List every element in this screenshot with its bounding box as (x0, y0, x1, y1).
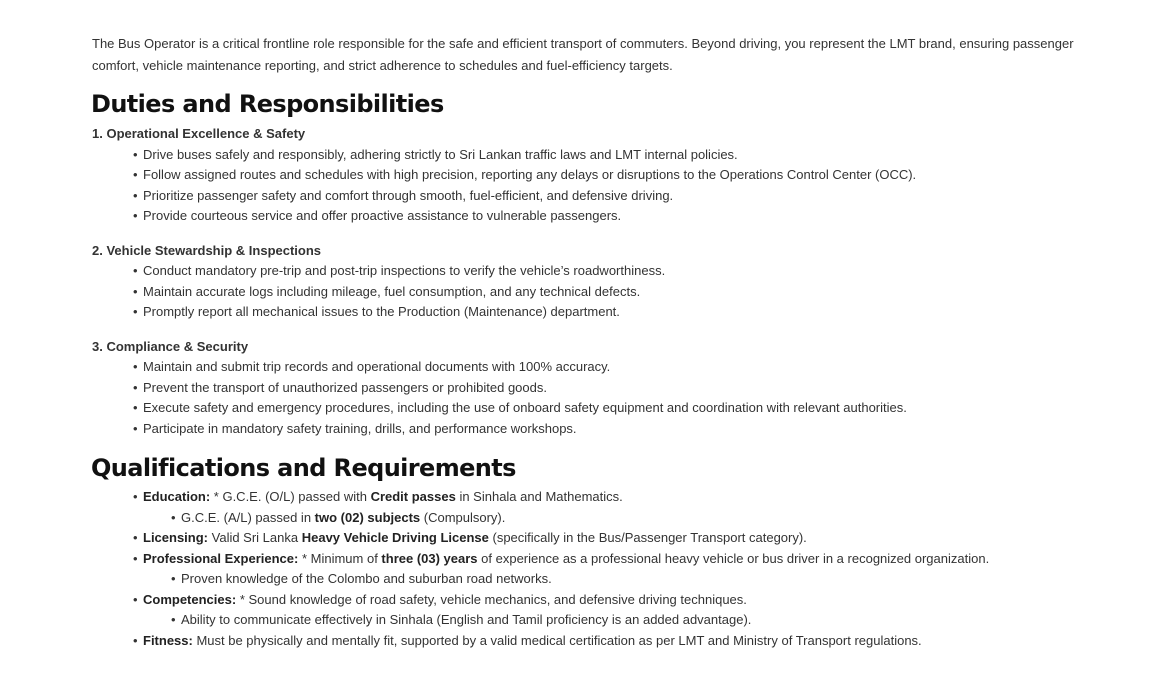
list-item: • Maintain accurate logs including mileage, fuel consumption, and any technical defects. (133, 282, 640, 302)
competencies-item: • Competencies: * Sound knowledge of road safety, vehicle mechanics, and defensive driving techniques. (133, 590, 747, 610)
intro-paragraph: The Bus Operator is a critical frontline role responsible for the safe and efficient transport of commuters. Beyond driving, you represent the LMT brand, ensuring passenger comfort, vehicle maintenance reporting, and strict adherence to schedules and fuel-efficiency targets. (92, 36, 1074, 73)
fitness-item: • Fitness: Must be physically and mentally fit, supported by a valid medical certification as per LMT and Ministry of Transport regulations. (133, 631, 922, 651)
experience-item: • Professional Experience: * Minimum of three (03) years of experience as a professional heavy vehicle or bus driver in a recognized organization. (133, 549, 989, 569)
section-title-operational: 1. Operational Excellence & Safety (92, 126, 306, 141)
duties-heading: Duties and Responsibilities (91, 90, 444, 118)
education-item: • Education: * G.C.E. (O/L) passed with Credit passes in Sinhala and Mathematics. (133, 487, 623, 507)
competencies-sub-item: • Ability to communicate effectively in Sinhala (English and Tamil proficiency is an added advantage). (171, 610, 751, 630)
list-item: • Promptly report all mechanical issues to the Production (Maintenance) department. (133, 302, 620, 322)
list-item: • Participate in mandatory safety training, drills, and performance workshops. (133, 419, 577, 439)
education-sub-item: • G.C.E. (A/L) passed in two (02) subjects (Compulsory). (171, 508, 505, 528)
list-item: • Prevent the transport of unauthorized passengers or prohibited goods. (133, 378, 547, 398)
list-item: • Follow assigned routes and schedules with high precision, reporting any delays or disruptions to the Operations Control Center (OCC). (133, 165, 916, 185)
licensing-item: • Licensing: Valid Sri Lanka Heavy Vehicle Driving License (specifically in the Bus/Passenger Transport category). (133, 528, 807, 548)
section-title-compliance: 3. Compliance & Security (92, 339, 249, 354)
list-item: • Drive buses safely and responsibly, adhering strictly to Sri Lankan traffic laws and LMT internal policies. (133, 145, 738, 165)
list-item: • Provide courteous service and offer proactive assistance to vulnerable passengers. (133, 206, 621, 226)
experience-sub-item: • Proven knowledge of the Colombo and suburban road networks. (171, 569, 552, 589)
list-item: • Conduct mandatory pre-trip and post-trip inspections to verify the vehicle’s roadworthiness. (133, 261, 665, 281)
qualifications-heading: Qualifications and Requirements (91, 454, 516, 482)
list-item: • Maintain and submit trip records and operational documents with 100% accuracy. (133, 357, 610, 377)
list-item: • Prioritize passenger safety and comfort through smooth, fuel-efficient, and defensive driving. (133, 186, 673, 206)
section-title-vehicle: 2. Vehicle Stewardship & Inspections (92, 243, 322, 258)
list-item: • Execute safety and emergency procedures, including the use of onboard safety equipment and coordination with relevant authorities. (133, 398, 907, 418)
